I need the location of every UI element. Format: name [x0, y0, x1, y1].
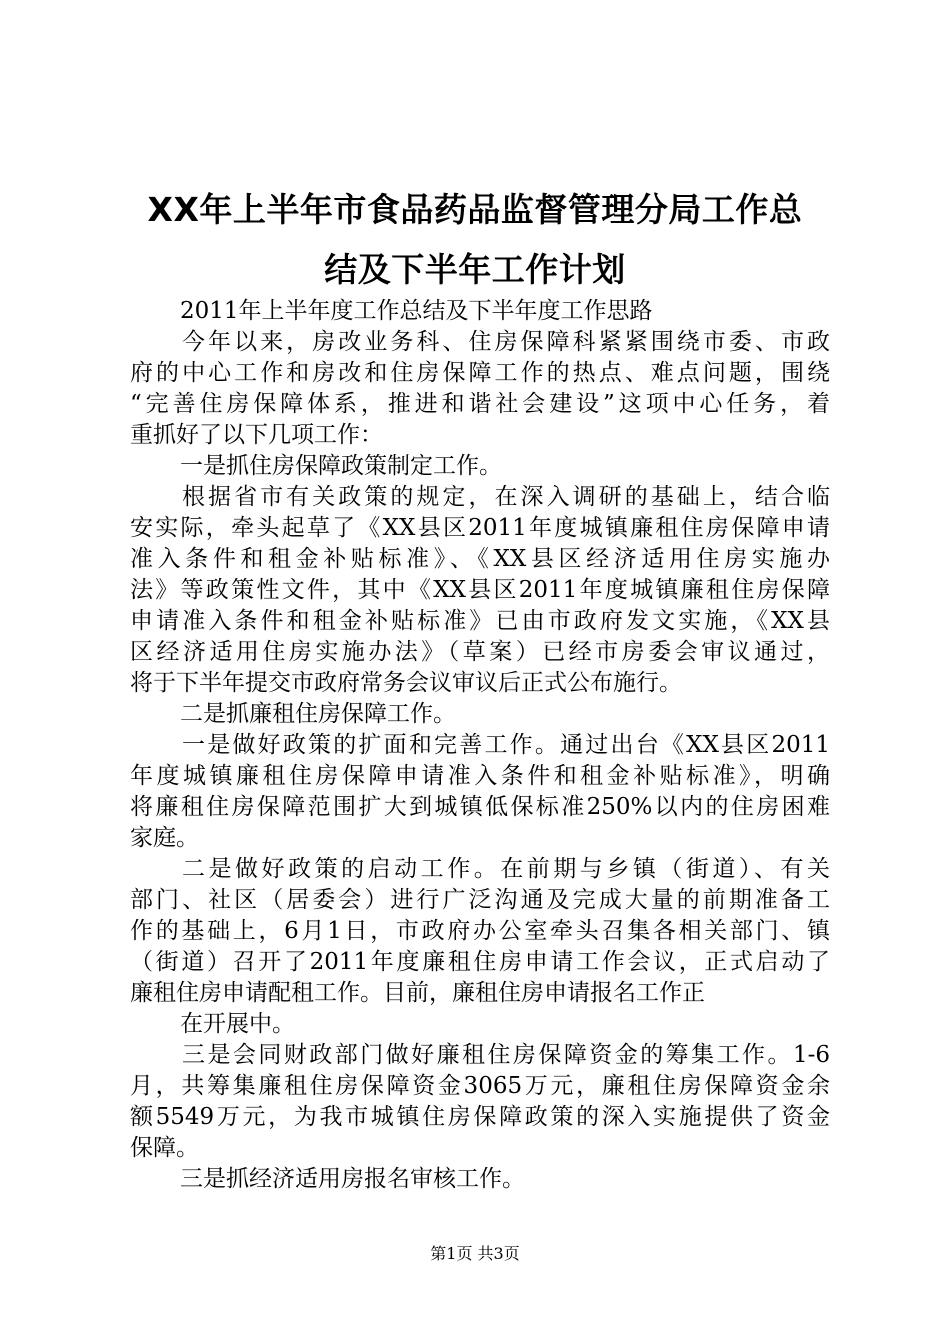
body-line: 月，共筹集廉租住房保障资金3065万元，廉租住房保障资金余: [130, 1073, 830, 1099]
body-line: 将廉租住房保障范围扩大到城镇低保标准250%以内的住房困难: [130, 794, 830, 820]
body-line: 安实际，牵头起草了《XX县区2011年度城镇廉租住房保障申请: [130, 515, 830, 541]
body-line: 申请准入条件和租金补贴标准》已由市政府发文实施，《XX县: [130, 608, 830, 634]
body-line: 根据省市有关政策的规定，在深入调研的基础上，结合临: [182, 484, 830, 510]
body-line: 在开展中。: [180, 1011, 295, 1037]
body-line: 一是抓住房保障政策制定工作。: [180, 453, 502, 479]
body-line: 2011年上半年度工作总结及下半年度工作思路: [180, 298, 653, 324]
body-line: 二是做好政策的启动工作。在前期与乡镇（街道）、有关: [182, 856, 830, 882]
body-line: 准入条件和租金补贴标准》、《XX县区经济适用住房实施办: [130, 546, 830, 572]
body-line: 廉租住房申请配租工作。目前，廉租住房申请报名工作正: [130, 980, 705, 1006]
body-line: 作的基础上，6月1日，市政府办公室牵头召集各相关部门、镇: [130, 918, 830, 944]
body-line: 三是抓经济适用房报名审核工作。: [180, 1166, 525, 1192]
body-line: 今年以来，房改业务科、住房保障科紧紧围绕市委、市政: [182, 329, 830, 355]
body-line: 一是做好政策的扩面和完善工作。通过出台《XX县区2011: [182, 732, 830, 758]
body-line: 将于下半年提交市政府常务会议审议后正式公布施行。: [130, 670, 682, 696]
body-line: 年度城镇廉租住房保障申请准入条件和租金补贴标准》，明确: [130, 763, 830, 789]
document-body: [130, 296, 830, 1195]
body-line: 法》等政策性文件，其中《XX县区2011年度城镇廉租住房保障: [130, 577, 830, 603]
body-line: （街道）召开了2011年度廉租住房申请工作会议，正式启动了: [130, 949, 830, 975]
body-line: 府的中心工作和房改和住房保障工作的热点、难点问题，围绕: [130, 360, 830, 386]
body-line: 二是抓廉租住房保障工作。: [180, 701, 456, 727]
document-title-line-1: XX年上半年市食品药品监督管理分局工作总: [147, 190, 803, 229]
body-line: 家庭。: [130, 825, 199, 851]
body-line: “完善住房保障体系，推进和谐社会建设”这项中心任务，着: [130, 391, 830, 417]
body-line: 区经济适用住房实施办法》（草案）已经市房委会审议通过，: [130, 639, 830, 665]
document-title-line-2: 结及下半年工作计划: [324, 250, 626, 289]
page-footer: 第1页 共3页: [430, 1244, 520, 1263]
body-line: 重抓好了以下几项工作：: [130, 422, 383, 448]
body-line: 三是会同财政部门做好廉租住房保障资金的筹集工作。1-6: [182, 1042, 830, 1068]
body-line: 保障。: [130, 1135, 199, 1161]
body-line: 额5549万元，为我市城镇住房保障政策的深入实施提供了资金: [130, 1104, 830, 1130]
body-line: 部门、社区（居委会）进行广泛沟通及完成大量的前期准备工: [130, 887, 830, 913]
